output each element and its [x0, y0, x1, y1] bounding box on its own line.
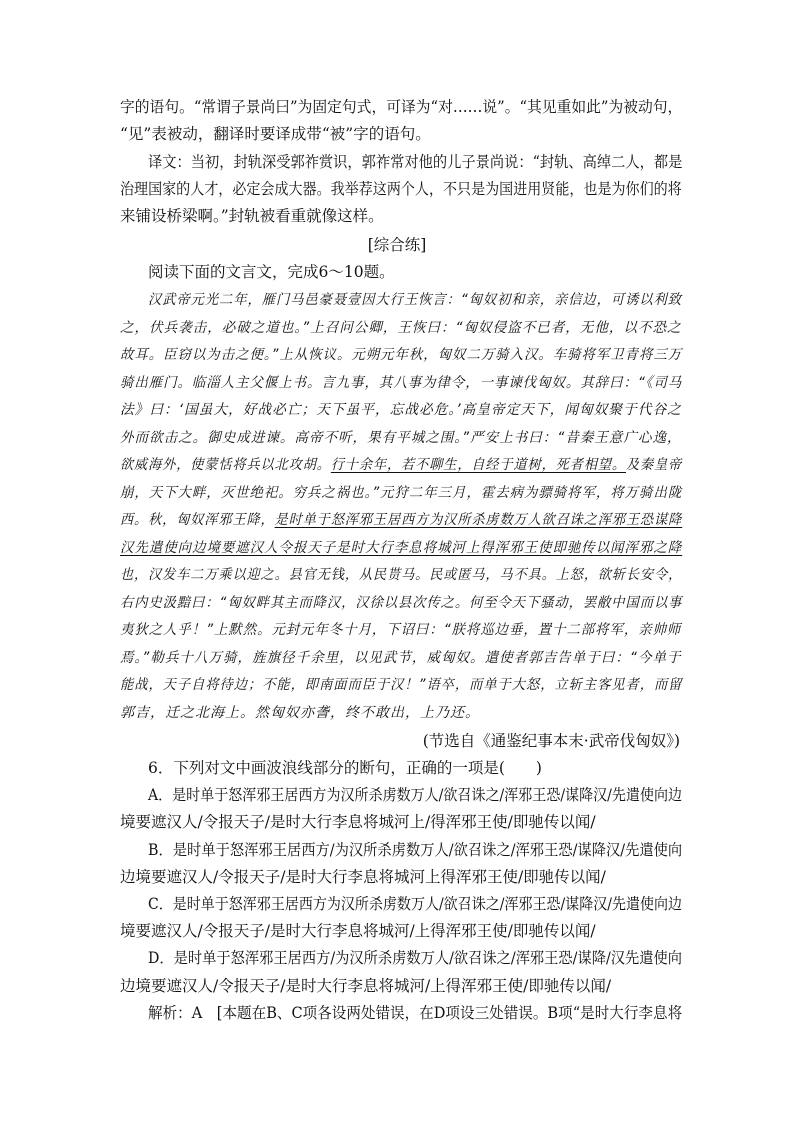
passage-line-2: 之，伏兵袭击，必破之道也。”上召问公卿，王恢曰：“匈奴侵盗不已者，无他，以不恐之	[120, 320, 682, 336]
underlined-sentence: 行十余年，若不聊生，自经于道树，死者相望。	[330, 457, 626, 473]
passage-line-8: 崩，天下大畔，灭世绝祀。穷兵之祸也。”元狩二年三月，霍去病为骠骑将军，将万骑出陇	[120, 485, 683, 501]
passage-text: 欲威海外，使蒙恬将兵以北攻胡。	[120, 457, 331, 473]
passage-line-11: 也，汉发车二万乘以迎之。县官无钱，从民贳马。民或匿马，马不具。上怒，欲斩长安令，	[120, 567, 683, 583]
passage-line-14: 焉。”勒兵十八万骑，旌旗径千余里，以见武节，威匈奴。遣使者郭吉告单于曰：“今单于	[120, 650, 682, 666]
option-d-line-1: D．是时单于怒浑邪王居西方/为汉所杀虏数万人/欲召诛之/浑邪王恐/谋降/汉先遣使向	[148, 949, 682, 967]
option-c-line-2: 境要遮汉人/令报天子/是时大行李息将城河/上得浑邪王使/即驰传以闻/	[120, 922, 596, 940]
passage-line-15: 能战，天子自将待边；不能，即南面而臣于汉！”语卒，而单于大怒，立斩主客见者，而留	[120, 677, 683, 693]
note-line-2: “见”表被动，翻译时要译成带“被”字的语句。	[120, 125, 431, 143]
option-c-line-1: C．是时单于怒浑邪王居西方为汉所杀虏数万人/欲召诛之/浑邪王恐/谋降汉/先遣使向边	[148, 895, 683, 913]
passage-line-3: 故耳。臣窃以为击之便。”上从恢议。元朔元年秋，匈奴二万骑入汉。车骑将军卫青将三万	[120, 347, 683, 363]
passage-line-5: 法》曰：‘国虽大，好战必亡；天下虽平，忘战必危。’高皇帝定天下，闻匈奴聚于代谷之	[120, 402, 682, 418]
passage-text: 西。秋，匈奴浑邪王降，	[120, 512, 275, 528]
section-heading: [综合练]	[367, 236, 427, 254]
option-d-line-2: 边境要遮汉人/令报天子/是时大行李息将城河/上得浑邪王使/即驰传以闻/	[120, 977, 612, 995]
translation-line-3: 来铺设桥梁啊。”封轨被看重就像这样。	[120, 207, 384, 225]
instruction: 阅读下面的文言文，完成6～10题。	[148, 263, 395, 281]
option-b-line-2: 边境要遮汉人/令报天子/是时大行李息将城河上得浑邪王使/即驰传以闻/	[120, 868, 606, 886]
passage-line-9	[120, 510, 682, 530]
passage-line-13: 夷狄之人乎！”上默然。元封元年冬十月，下诏曰：“朕将巡边垂，置十二部将军，亲帅师	[120, 622, 682, 638]
passage-line-4: 骑出雁门。临淄人主父偃上书。言九事，其八事为律令，一事谏伐匈奴。其辞曰：“《司马	[120, 375, 683, 391]
wavy-underlined-passage: 是时单于怒浑邪王居西方为汉所杀虏数万人欲召诛之浑邪王恐谋降	[274, 512, 683, 528]
source-citation: (节选自《通鉴纪事本末·武帝伐匈奴》)	[422, 732, 680, 750]
passage-line-6: 外而欲击之。御史成进谏。高帝不听，果有平城之围。”严安上书曰：“昔秦王意广心逸，	[120, 430, 682, 446]
passage-line-7	[120, 455, 682, 475]
passage-line-12: 右内史汲黯曰：“匈奴畔其主而降汉，汉徐以县次传之。何至令天下骚动，罢敝中国而以事	[120, 595, 683, 611]
passage-text: 及秦皇帝	[625, 457, 683, 473]
question-6: 6．下列对文中画波浪线部分的断句，正确的一项是( )	[148, 759, 542, 777]
option-b-line-1: B．是时单于怒浑邪王居西方/为汉所杀虏数万人/欲召诛之/浑邪王恐/谋降汉/先遣使向	[148, 841, 683, 859]
analysis: 解析：A [本题在B、C项各设两处错误，在D项设三处错误。B项“是时大行李息将	[148, 1004, 683, 1022]
wavy-underlined-passage-2: 汉先遣使向边境要遮汉人令报天子是时大行李息将城河上得浑邪王使即驰传以闻浑邪之降	[120, 540, 683, 556]
passage-line-16: 郭吉，迁之北海上。然匈奴亦詟，终不敢出，上乃还。	[120, 705, 480, 721]
option-a-line-1: A．是时单于怒浑邪王居西方为汉所杀虏数万人/欲召诛之/浑邪王恐/谋降汉/先遣使向边	[148, 786, 683, 804]
note-line-1: 字的语句。“常谓子景尚曰”为固定句式，可译为“对……说”。“其见重如此”为被动句，	[120, 98, 683, 116]
translation-line-1: 译文：当初，封轨深受郭祚赏识，郭祚常对他的儿子景尚说：“封轨、高绰二人，都是	[148, 153, 683, 171]
option-a-line-2: 境要遮汉人/令报天子/是时大行李息将城河上/得浑邪王使/即驰传以闻/	[120, 813, 596, 831]
translation-line-2: 治理国家的人才，必定会成大器。我举荐这两个人，不只是为国进用贤能，也是为你们的将	[120, 180, 682, 198]
passage-line-1: 汉武帝元光二年，雁门马邑豪聂壹因大行王恢言：“匈奴初和亲，亲信边，可诱以利致	[148, 292, 682, 308]
